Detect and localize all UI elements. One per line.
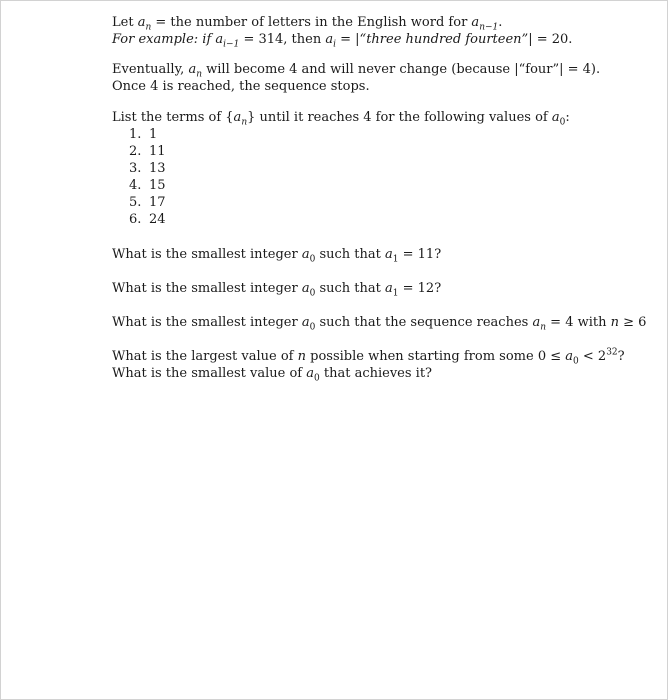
question-4 xyxy=(112,348,652,382)
example-quote: “three hundred fourteen” xyxy=(359,32,529,47)
list-item-value: 17 xyxy=(149,195,166,210)
list-item xyxy=(129,126,652,143)
math-var: a xyxy=(385,247,393,262)
intro-line-example xyxy=(112,31,652,48)
intro-paragraph xyxy=(112,14,652,48)
question-line-1 xyxy=(112,348,652,365)
math-sub: n xyxy=(196,69,203,80)
list-intro-line xyxy=(112,109,652,126)
math-var: a xyxy=(532,315,541,330)
question-text: What is the smallest integer xyxy=(112,281,302,296)
eventually-line-1 xyxy=(112,61,652,78)
question-3 xyxy=(112,314,652,331)
math-exponent: 32 xyxy=(606,347,618,358)
list-item-value: 15 xyxy=(149,178,166,193)
math-sub: 0 xyxy=(309,288,316,299)
math-sub: n xyxy=(540,322,547,333)
math-sub: 0 xyxy=(309,254,316,265)
math-var: a xyxy=(471,15,480,30)
question-line-2 xyxy=(112,365,652,382)
math-sub: 0 xyxy=(309,322,316,333)
list-paragraph xyxy=(112,109,652,228)
math-sub: n xyxy=(241,117,248,128)
question-text: ? xyxy=(617,349,625,364)
eventually-paragraph xyxy=(112,61,652,95)
math-var: a xyxy=(301,281,310,296)
math-var: a xyxy=(551,110,560,125)
intro-text: . xyxy=(498,15,503,30)
math-var: a xyxy=(565,349,574,364)
list-item-number: 5. xyxy=(129,195,142,210)
question-line xyxy=(112,246,652,263)
list-item-value: 13 xyxy=(149,161,166,176)
math-var: a xyxy=(233,110,242,125)
question-text: that achieves it? xyxy=(319,366,433,381)
math-sub: 0 xyxy=(314,373,320,384)
example-text: | = 20. xyxy=(528,32,573,47)
list-item xyxy=(129,194,652,211)
question-2 xyxy=(112,280,652,297)
question-text: = 11? xyxy=(398,247,442,262)
list-intro-text: : xyxy=(565,110,570,125)
list-item-number: 1. xyxy=(129,127,142,142)
list-item-value: 24 xyxy=(149,212,166,227)
list-intro-text: List the terms of { xyxy=(112,110,234,125)
question-text: such that xyxy=(315,281,385,296)
math-sub: i−1 xyxy=(223,39,240,50)
list-item-number: 3. xyxy=(129,161,142,176)
list-item xyxy=(129,177,652,194)
math-sub: 1 xyxy=(392,288,399,299)
question-text: = 12? xyxy=(398,281,442,296)
intro-text: Let xyxy=(112,15,138,30)
question-1 xyxy=(112,246,652,263)
math-sub: i xyxy=(333,39,336,50)
eventually-text: will become 4 and will never change (because |“four”| = 4). xyxy=(202,62,601,77)
intro-text: = the number of letters in the English word for xyxy=(151,15,472,30)
question-text: = 4 with xyxy=(546,315,611,330)
math-sub: 1 xyxy=(392,254,399,265)
list-intro-text: } until it reaches 4 for the following values of xyxy=(247,110,552,125)
example-label: For example: xyxy=(112,32,203,47)
example-text: if xyxy=(202,32,216,47)
math-sub: 0 xyxy=(573,356,579,367)
values-list xyxy=(112,126,652,228)
list-item-value: 1 xyxy=(149,127,158,142)
math-var: a xyxy=(385,281,393,296)
question-text: What is the smallest integer xyxy=(112,315,302,330)
example-text: = | xyxy=(336,32,360,47)
math-var: a xyxy=(215,32,224,47)
question-text: such that the sequence reaches xyxy=(315,315,533,330)
math-var: a xyxy=(188,62,197,77)
list-item-number: 2. xyxy=(129,144,142,159)
math-sub: n−1 xyxy=(479,22,499,33)
math-var: a xyxy=(301,315,310,330)
question-text: What is the largest value of xyxy=(112,349,298,364)
question-text: ≥ 6 xyxy=(618,315,647,330)
math-var: n xyxy=(610,315,619,330)
question-text: What is the smallest value of xyxy=(112,366,307,381)
example-text: = 314, then xyxy=(239,32,326,47)
math-sub: n xyxy=(145,22,152,33)
math-var: n xyxy=(297,349,306,364)
math-var: a xyxy=(306,366,314,381)
question-text: < 2 xyxy=(578,349,607,364)
math-sub: 0 xyxy=(559,117,566,128)
list-item-value: 11 xyxy=(149,144,166,159)
eventually-line-2: Once 4 is reached, the sequence stops. xyxy=(112,79,370,94)
question-line xyxy=(112,280,652,297)
question-line xyxy=(112,314,652,331)
list-item-number: 4. xyxy=(129,178,142,193)
list-item xyxy=(129,211,652,228)
math-var: a xyxy=(137,15,146,30)
math-var: a xyxy=(301,247,310,262)
intro-line-definition xyxy=(112,14,652,31)
list-item-number: 6. xyxy=(129,212,142,227)
math-var: a xyxy=(325,32,334,47)
list-item xyxy=(129,143,652,160)
question-text: What is the smallest integer xyxy=(112,247,302,262)
list-item xyxy=(129,160,652,177)
question-text: such that xyxy=(315,247,385,262)
eventually-text: Eventually, xyxy=(112,62,189,77)
question-text: possible when starting from some 0 ≤ xyxy=(306,349,566,364)
document-body xyxy=(112,14,652,382)
